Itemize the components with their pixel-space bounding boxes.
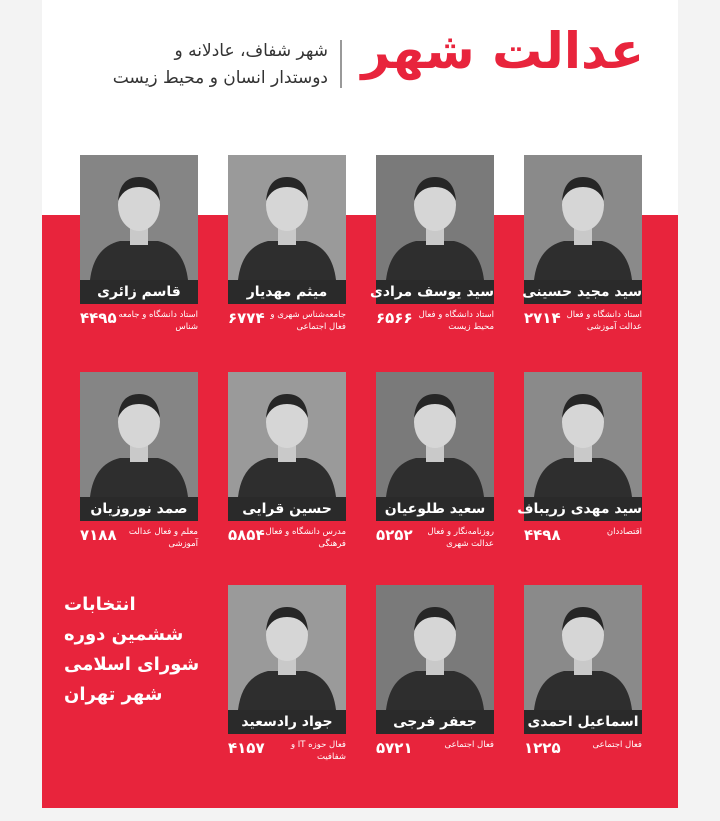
portrait-silhouette <box>228 155 346 280</box>
candidate-card <box>228 155 346 332</box>
header-divider <box>340 40 342 88</box>
candidate-name: قاسم زائری <box>80 280 198 304</box>
candidate-photo <box>80 155 198 280</box>
candidate-name: سید مجید حسینی <box>524 280 642 304</box>
candidate-name: میثم مهدیار <box>228 280 346 304</box>
candidate-role: معلم و فعال عدالت آموزشی <box>128 527 198 549</box>
candidate-role: فعال حوزه IT و شفافیت <box>290 740 346 762</box>
candidate-card <box>228 372 346 549</box>
candidate-role: مدرس دانشگاه و فعال فرهنگی <box>265 527 346 549</box>
candidate-photo <box>376 372 494 497</box>
candidate-photo <box>228 372 346 497</box>
candidate-role: فعال اجتماعی <box>592 740 642 750</box>
candidate-name: حسین قرایی <box>228 497 346 521</box>
campaign-poster <box>42 0 678 808</box>
candidate-votes: ۱۲۲۵ <box>524 739 561 757</box>
candidate-votes: ۶۷۷۴ <box>228 309 265 327</box>
election-line: ششمین دوره <box>64 624 184 645</box>
candidate-name: سید مهدی زریباف <box>524 497 642 521</box>
candidate-votes: ۴۴۹۵ <box>80 309 117 327</box>
portrait-silhouette <box>228 372 346 497</box>
candidate-role: جامعه‌شناس شهری و فعال اجتماعی <box>270 310 346 332</box>
candidate-photo <box>524 585 642 710</box>
candidate-votes: ۴۴۹۸ <box>524 526 561 544</box>
portrait-silhouette <box>524 585 642 710</box>
candidate-card <box>517 372 642 544</box>
candidate-card <box>228 585 346 762</box>
candidate-votes: ۵۲۵۲ <box>376 526 413 544</box>
portrait-silhouette <box>376 372 494 497</box>
brand-logo: عدالت شهر <box>361 22 644 80</box>
candidate-role: اقتصاددان <box>606 527 642 537</box>
portrait-silhouette <box>228 585 346 710</box>
candidate-card <box>370 155 494 332</box>
candidate-card <box>524 585 642 755</box>
candidate-role: روزنامه‌نگار و فعال عدالت شهری <box>427 527 494 549</box>
portrait-silhouette <box>80 155 198 280</box>
election-line: شهر تهران <box>64 684 163 705</box>
candidate-name: صمد نوروزیان <box>80 497 198 521</box>
candidate-photo <box>228 155 346 280</box>
candidate-photo <box>524 155 642 280</box>
candidate-votes: ۷۱۸۸ <box>80 526 117 544</box>
candidate-role: استاد دانشگاه و فعال عدالت آموزشی <box>566 310 642 332</box>
candidate-photo <box>376 155 494 280</box>
candidate-name: جواد رادسعید <box>228 710 346 734</box>
candidate-card <box>522 155 642 332</box>
candidate-card <box>376 585 494 755</box>
portrait-silhouette <box>524 372 642 497</box>
candidate-role: استاد دانشگاه و جامعه شناس <box>118 310 198 332</box>
candidate-role: استاد دانشگاه و فعال محیط زیست <box>418 310 494 332</box>
brand-tagline <box>68 38 328 92</box>
candidate-votes: ۲۷۱۴ <box>524 309 561 327</box>
candidate-card <box>80 155 198 332</box>
candidate-votes: ۵۸۵۴ <box>228 526 265 544</box>
portrait-silhouette <box>376 585 494 710</box>
candidate-card <box>80 372 198 549</box>
portrait-silhouette <box>80 372 198 497</box>
candidate-name: سعید طلوعیان <box>376 497 494 521</box>
candidate-photo <box>80 372 198 497</box>
tagline-line-1: شهر شفاف، عادلانه و <box>174 41 328 61</box>
candidate-name: جعفر فرجی <box>376 710 494 734</box>
candidate-votes: ۴۱۵۷ <box>228 739 265 757</box>
election-line: انتخابات <box>64 594 136 615</box>
tagline-line-2: دوستدار انسان و محیط زیست <box>112 68 328 88</box>
candidate-name: سید یوسف مرادی <box>376 280 494 304</box>
candidate-photo <box>228 585 346 710</box>
candidate-photo <box>376 585 494 710</box>
candidate-votes: ۵۷۲۱ <box>376 739 413 757</box>
candidate-role: فعال اجتماعی <box>444 740 494 750</box>
election-line: شورای اسلامی <box>64 654 200 675</box>
candidate-card <box>376 372 494 549</box>
candidate-name: اسماعیل احمدی <box>524 710 642 734</box>
candidate-photo <box>524 372 642 497</box>
candidate-votes: ۶۵۶۶ <box>376 309 413 327</box>
portrait-silhouette <box>524 155 642 280</box>
portrait-silhouette <box>376 155 494 280</box>
election-title <box>64 590 204 710</box>
